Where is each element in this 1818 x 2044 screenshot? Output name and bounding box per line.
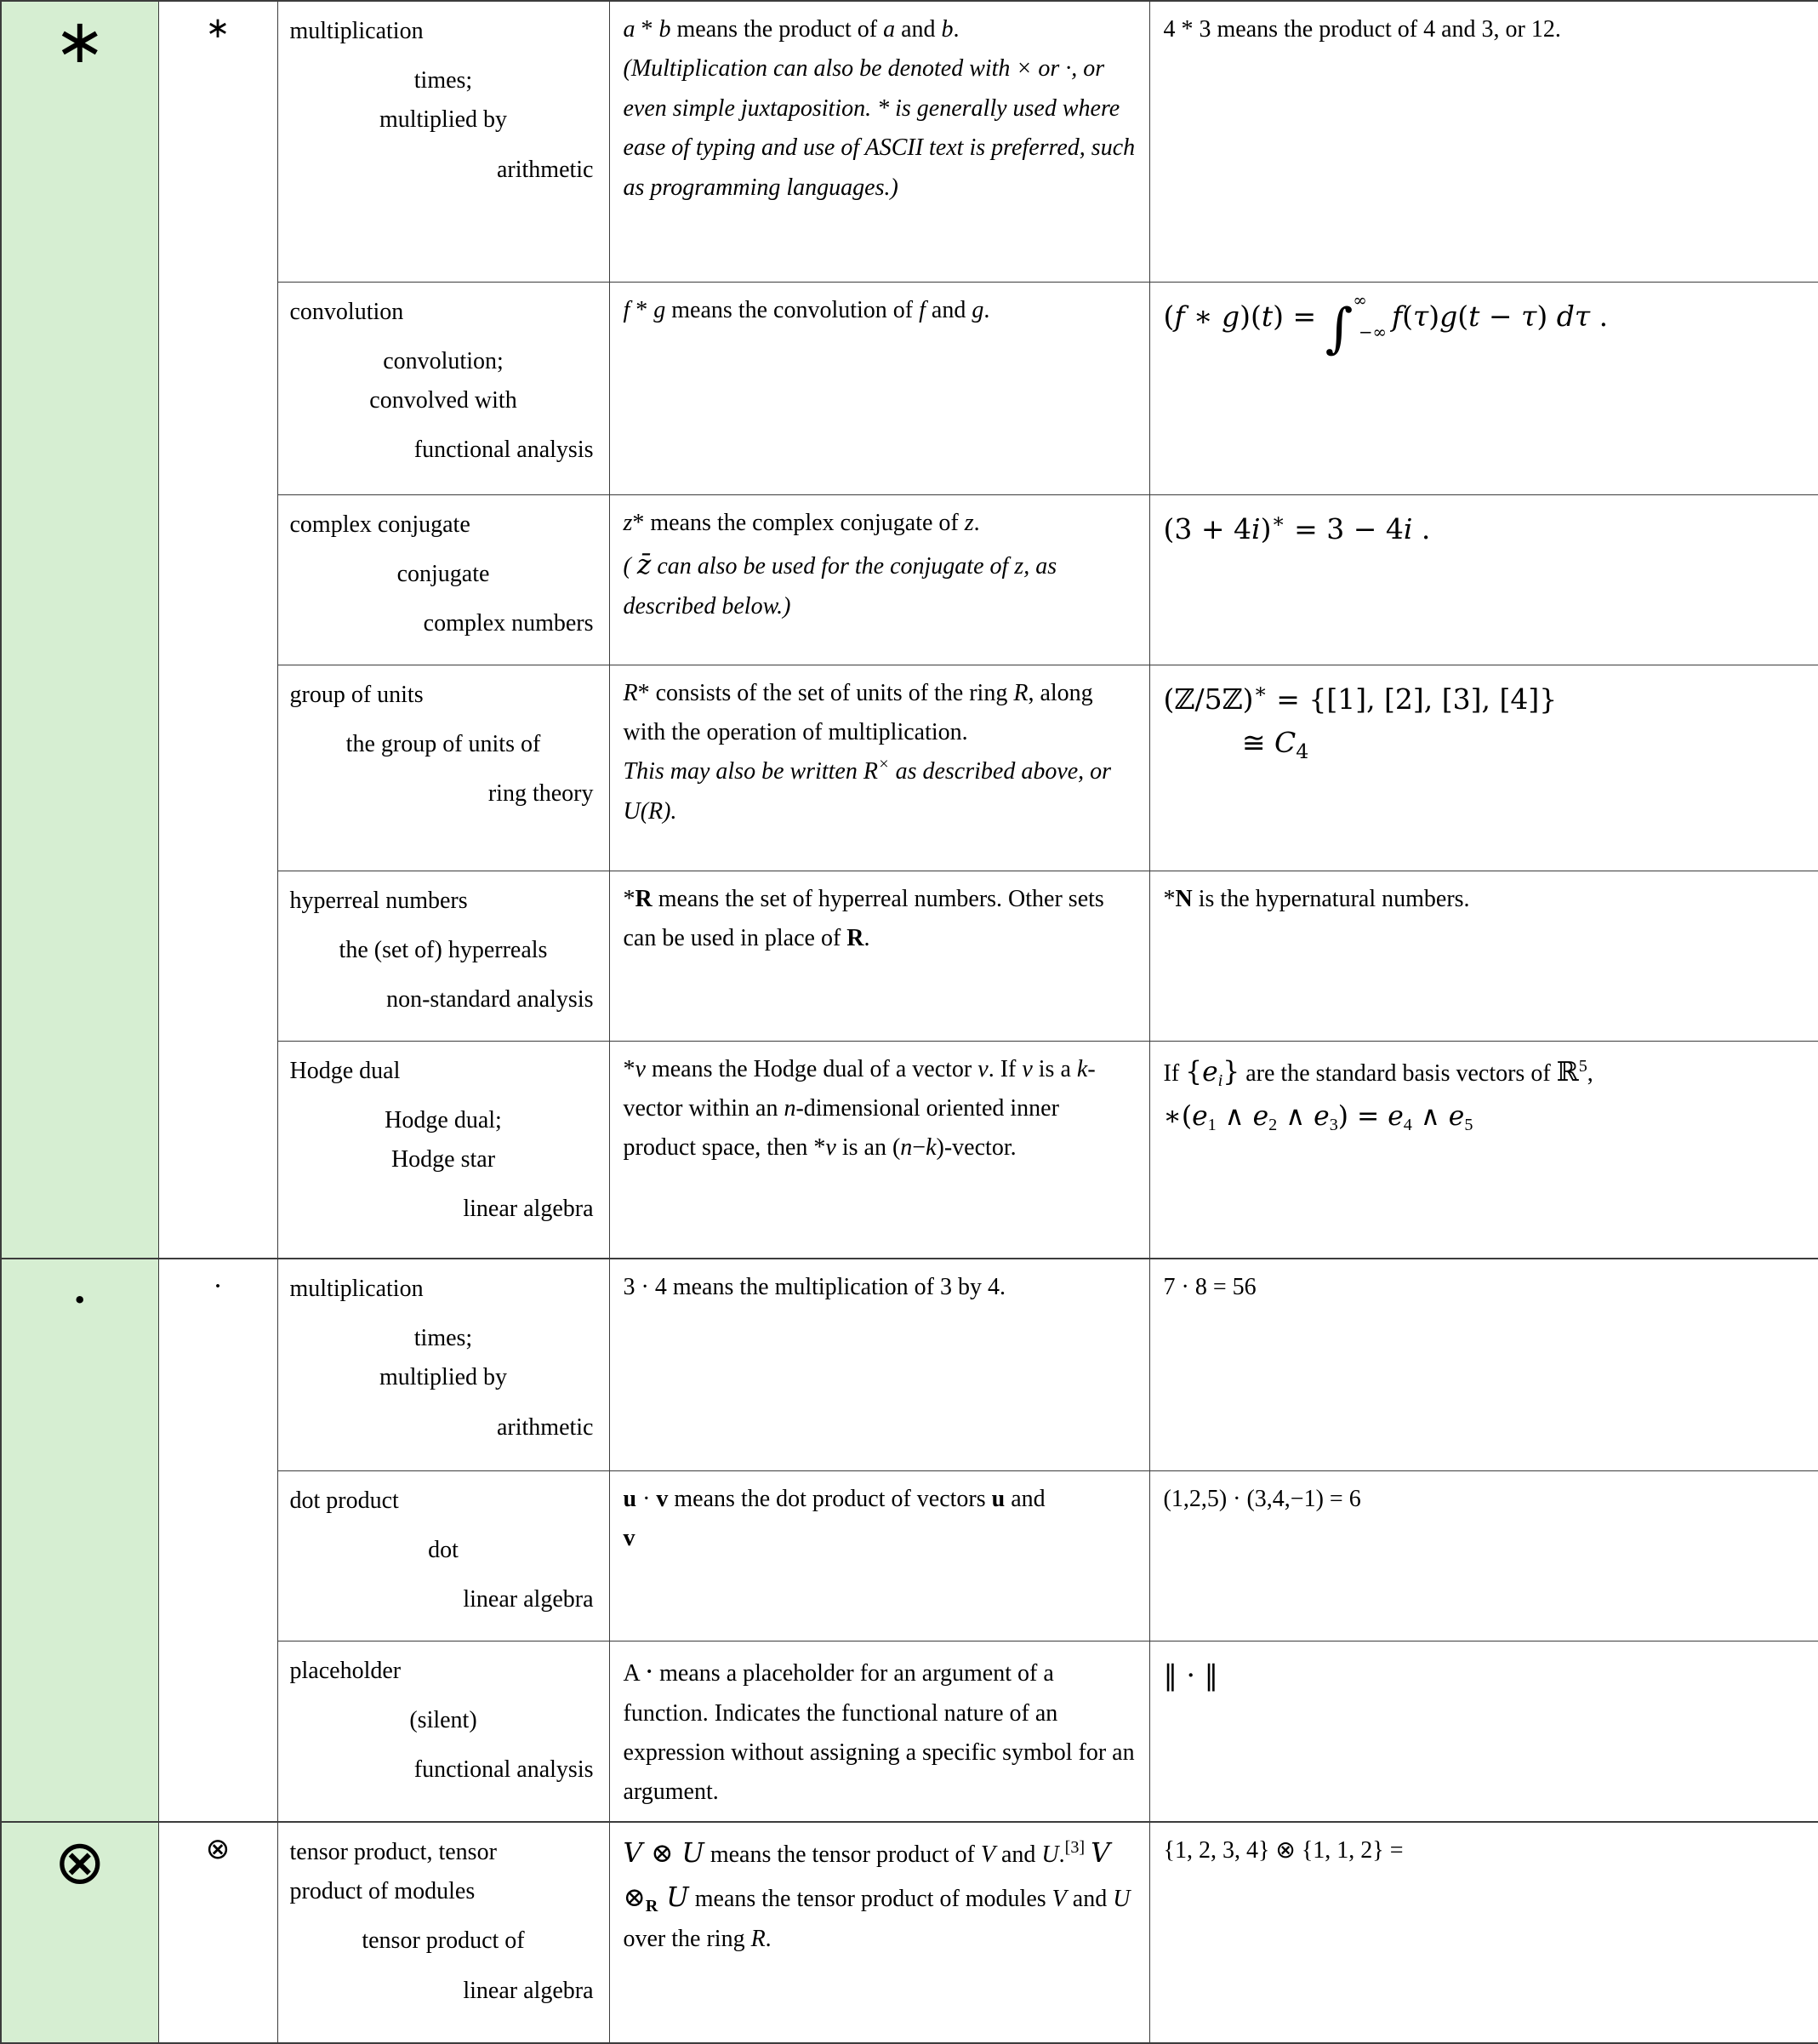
entry-category: linear algebra — [463, 1977, 594, 2004]
explanation-cell: a * b means the product of a and b. (Multiplication can also be denoted with × or ·, or even simple juxtaposition. * is generally used where ease of typing and use of ASCII text is preferred, such as programming languages.) — [609, 1, 1149, 282]
example-cell: 4 * 3 means the product of 4 and 3, or 12. — [1149, 1, 1818, 282]
name-cell — [277, 1041, 609, 1259]
dot-symbol-large: · — [69, 1265, 90, 1333]
asterisk-symbol-large: ∗ — [54, 8, 105, 76]
entry-read-as: dot — [428, 1536, 459, 1563]
entry-name: multiplication — [289, 18, 424, 44]
symbol-cell-asterisk-large — [1, 1, 158, 1259]
explanation-cell: z* means the complex conjugate of z. ( z̄ can also be used for the conjugate of z, as described below.) — [609, 494, 1149, 665]
name-cell — [277, 494, 609, 665]
symbol-cell-tensor-small — [158, 1822, 277, 2043]
explanation-cell: *R means the set of hyperreal numbers. Other sets can be used in place of R. — [609, 871, 1149, 1041]
entry-read-as: the group of units of — [345, 730, 541, 757]
entry-read-as: times; multiplied by — [379, 67, 508, 134]
symbol-cell-asterisk-small — [158, 1, 277, 1259]
example-cell: If $\{e_i\}$ are the standard basis vectors of ℝ$^5$, $∗(e_1$ ∧ $e_2$ ∧ $e_3) = e_4$ ∧ $e_5$ — [1149, 1041, 1818, 1259]
entry-read-as: convolution; convolved with — [369, 347, 517, 414]
entry-read-as: (silent) — [409, 1706, 477, 1733]
entry-read-as: conjugate — [396, 560, 490, 587]
entry-name: placeholder — [289, 1657, 402, 1684]
name-cell — [277, 1, 609, 282]
entry-read-as: times; multiplied by — [379, 1325, 508, 1391]
table-row — [1, 1, 1818, 282]
entry-category: functional analysis — [413, 1756, 594, 1783]
entry-category: complex numbers — [423, 609, 594, 637]
table-row — [1, 1259, 1818, 1470]
name-cell — [277, 665, 609, 871]
example-cell: 7 · 8 = 56 — [1149, 1259, 1818, 1470]
name-cell — [277, 282, 609, 494]
name-cell — [277, 1259, 609, 1470]
entry-category: arithmetic — [496, 156, 594, 183]
explanation-cell: u · v means the dot product of vectors u and v — [609, 1470, 1149, 1641]
entry-name: dot product — [289, 1487, 399, 1514]
tensor-symbol-large: ⊗ — [54, 1829, 105, 1897]
explanation-cell: f * g means the convolution of f and g. — [609, 282, 1149, 494]
entry-category: linear algebra — [463, 1585, 594, 1613]
example-cell: {1, 2, 3, 4} ⊗ {1, 1, 2} = — [1149, 1822, 1818, 2043]
entry-name: multiplication — [289, 1276, 424, 1302]
entry-category: linear algebra — [463, 1196, 594, 1223]
explanation-cell: V ⊗ U means the tensor product of V and U.[3] V $\otimes_R$ U means the tensor product of modules V and U over the ring R. — [609, 1822, 1149, 2043]
name-cell — [277, 1470, 609, 1641]
name-cell — [277, 1641, 609, 1822]
entry-name: group of units — [289, 681, 424, 708]
explanation-cell: R* consists of the set of units of the ring R, along with the operation of multiplication. This may also be written R× as described above, or U(R). — [609, 665, 1149, 871]
entry-category: arithmetic — [496, 1413, 594, 1441]
explanation-cell: 3 · 4 means the multiplication of 3 by 4. — [609, 1259, 1149, 1470]
entry-name: Hodge dual — [289, 1057, 401, 1084]
example-cell: (f ∗ $g)(t) = \int^\infty_{-\infty}f(\tau)g(t - \tau)$ dτ . — [1149, 282, 1818, 494]
entry-name: convolution — [289, 298, 404, 325]
example-cell: *N is the hypernatural numbers. — [1149, 871, 1818, 1041]
symbol-cell-tensor-large — [1, 1822, 158, 2043]
entry-category: non-standard analysis — [386, 985, 594, 1013]
explanation-cell: *v means the Hodge dual of a vector v. If v is a k-vector within an n-dimensional oriented inner product space, then *v is an (n−k)-vector. — [609, 1041, 1149, 1259]
dot-symbol-small: · — [213, 1270, 223, 1302]
table-row — [1, 1822, 1818, 2043]
entry-category: functional analysis — [413, 437, 594, 464]
entry-read-as: tensor product of — [362, 1927, 525, 1955]
entry-name: complex conjugate — [289, 511, 470, 538]
entry-name: tensor product, tensor product of modules — [289, 1839, 497, 1905]
example-cell: (1,2,5) · (3,4,−1) = 6 — [1149, 1470, 1818, 1641]
entry-name: hyperreal numbers — [289, 887, 468, 914]
entry-read-as: Hodge dual; Hodge star — [385, 1106, 502, 1173]
entry-category: ring theory — [487, 779, 594, 807]
explanation-cell: A · means a placeholder for an argument of a function. Indicates the functional nature of an expression without assigning a specific symbol for an argument. — [609, 1641, 1149, 1822]
example-cell: (ℤ/5ℤ)∗ = {[1], [2], [3], [4]} ≅ $C_4$ — [1149, 665, 1818, 871]
symbol-cell-dot-large — [1, 1259, 158, 1822]
example-cell: ‖ · ‖ — [1149, 1641, 1818, 1822]
tensor-symbol-small: ⊗ — [205, 1834, 231, 1865]
example-cell: (3 + 4i)∗ = 3 − 4i . — [1149, 494, 1818, 665]
symbol-cell-dot-small — [158, 1259, 277, 1822]
entry-read-as: the (set of) hyperreals — [339, 936, 548, 963]
asterisk-symbol-small: ∗ — [205, 13, 231, 44]
name-cell — [277, 1822, 609, 2043]
name-cell — [277, 871, 609, 1041]
